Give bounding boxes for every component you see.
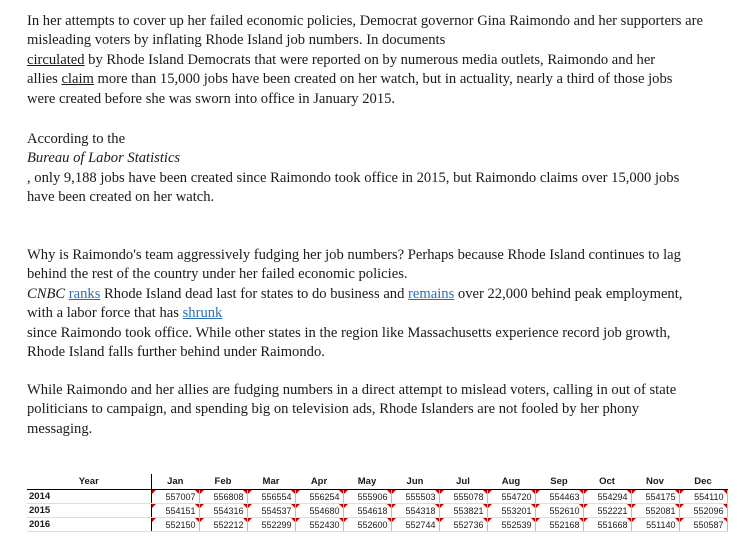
- table-cell: 554294: [583, 490, 631, 504]
- table-cell: 554318: [391, 504, 439, 518]
- table-cell: 554680: [295, 504, 343, 518]
- p3-line-4-pre: with a labor force that has: [27, 305, 183, 322]
- table-cell: 552539: [487, 518, 535, 532]
- header-month: Oct: [583, 474, 631, 490]
- p3-line-2: behind the rest of the country under her failed economic policies.: [27, 266, 408, 283]
- table-cell: 552096: [679, 504, 727, 518]
- table-header-row: [27, 474, 727, 490]
- bls-source: Bureau of Labor Statistics: [27, 150, 181, 167]
- table-cell: 552212: [199, 518, 247, 532]
- header-month: Dec: [679, 474, 727, 490]
- p3-line-3: [27, 285, 682, 304]
- table-cell: 552744: [391, 518, 439, 532]
- table-row: [27, 504, 727, 518]
- p1-line-4-pre: allies: [27, 71, 62, 88]
- header-month: Feb: [199, 474, 247, 490]
- table-cell: 552430: [295, 518, 343, 532]
- header-month: Aug: [487, 474, 535, 490]
- p1-line-3: [27, 51, 703, 70]
- employment-table: [27, 474, 728, 532]
- table-cell: 552610: [535, 504, 583, 518]
- table-cell: 554463: [535, 490, 583, 504]
- p3-line-4: [27, 304, 682, 323]
- header-month: May: [343, 474, 391, 490]
- table-cell: 552221: [583, 504, 631, 518]
- header-month: Apr: [295, 474, 343, 490]
- p3-line-6: Rhode Island falls further behind under Raimondo.: [27, 344, 325, 361]
- table-row: [27, 518, 727, 532]
- table-cell: 555503: [391, 490, 439, 504]
- table-cell: 552736: [439, 518, 487, 532]
- table-cell: 556254: [295, 490, 343, 504]
- paragraph-4: [27, 381, 676, 439]
- table-cell: 554110: [679, 490, 727, 504]
- table-cell: 554175: [631, 490, 679, 504]
- p4-line-2: politicians to campaign, and spending big on television ads, Rhode Islanders are not fooled by her phony: [27, 401, 639, 418]
- table-cell: 556808: [199, 490, 247, 504]
- header-month: Jul: [439, 474, 487, 490]
- p3-line-5: since Raimondo took office. While other states in the region like Massachusetts experience record job growth,: [27, 324, 671, 341]
- table-cell: 554537: [247, 504, 295, 518]
- header-month: Jun: [391, 474, 439, 490]
- p4-line-1: While Raimondo and her allies are fudging numbers in a direct attempt to mislead voters, calling in out of state: [27, 382, 677, 398]
- table-cell: 551140: [631, 518, 679, 532]
- header-month: Nov: [631, 474, 679, 490]
- row-year: 2015: [27, 504, 151, 518]
- circulated-link[interactable]: circulated: [27, 51, 85, 68]
- p2-line-1: According to the: [27, 131, 126, 147]
- p1-line-2: misleading voters by inflating Rhode Island job numbers. In documents: [27, 32, 446, 49]
- row-year: 2014: [27, 490, 151, 504]
- paragraph-2: [27, 130, 679, 208]
- ranks-link[interactable]: ranks: [68, 285, 101, 302]
- p3-line-3-rest: over 22,000 behind peak employment,: [454, 285, 683, 302]
- table-cell: 550587: [679, 518, 727, 532]
- table-cell: 553201: [487, 504, 535, 518]
- table-cell: 552150: [151, 518, 199, 532]
- p2-line-3: , only 9,188 jobs have been created since Raimondo took office in 2015, but Raimondo claims over 15,000 jobs: [27, 169, 680, 186]
- table-cell: 552168: [535, 518, 583, 532]
- table-cell: 555906: [343, 490, 391, 504]
- remains-link[interactable]: remains: [408, 285, 455, 302]
- table-cell: 554720: [487, 490, 535, 504]
- p4-line-3: messaging.: [27, 420, 93, 437]
- table-cell: 553821: [439, 504, 487, 518]
- table-cell: 557007: [151, 490, 199, 504]
- p1-line-1: In her attempts to cover up her failed economic policies, Democrat governor Gina Raimondo and her supporters are: [27, 13, 703, 29]
- p3-line-1: Why is Raimondo's team aggressively fudging her job numbers? Perhaps because Rhode Island continues to lag: [27, 247, 681, 263]
- p1-line-4: [27, 70, 703, 89]
- cnbc-source: CNBC: [27, 285, 66, 302]
- p1-line-3-text: by Rhode Island Democrats that were reported on by numerous media outlets, Raimondo and her: [84, 51, 656, 68]
- table-cell: 554151: [151, 504, 199, 518]
- header-month: Sep: [535, 474, 583, 490]
- row-year: 2016: [27, 518, 151, 532]
- paragraph-1: [27, 12, 703, 109]
- table-cell: 555078: [439, 490, 487, 504]
- p1-line-4-text: more than 15,000 jobs have been created on her watch, but in actuality, nearly a third of those jobs: [93, 71, 673, 88]
- table-row: [27, 490, 727, 504]
- shrunk-link[interactable]: shrunk: [182, 305, 223, 322]
- p1-line-5: were created before she was sworn into office in January 2015.: [27, 90, 396, 107]
- table-cell: 554316: [199, 504, 247, 518]
- table-cell: 551668: [583, 518, 631, 532]
- table-cell: 554618: [343, 504, 391, 518]
- p3-line-3-mid: Rhode Island dead last for states to do business and: [100, 285, 409, 302]
- table-cell: 552299: [247, 518, 295, 532]
- paragraph-3: [27, 246, 682, 362]
- table-cell: 552600: [343, 518, 391, 532]
- p2-line-4: have been created on her watch.: [27, 189, 215, 206]
- header-month: Jan: [151, 474, 199, 490]
- employment-table-container: [27, 474, 729, 532]
- table-cell: 556554: [247, 490, 295, 504]
- claim-link[interactable]: claim: [61, 71, 94, 88]
- header-year: Year: [27, 474, 151, 490]
- header-month: Mar: [247, 474, 295, 490]
- table-cell: 552081: [631, 504, 679, 518]
